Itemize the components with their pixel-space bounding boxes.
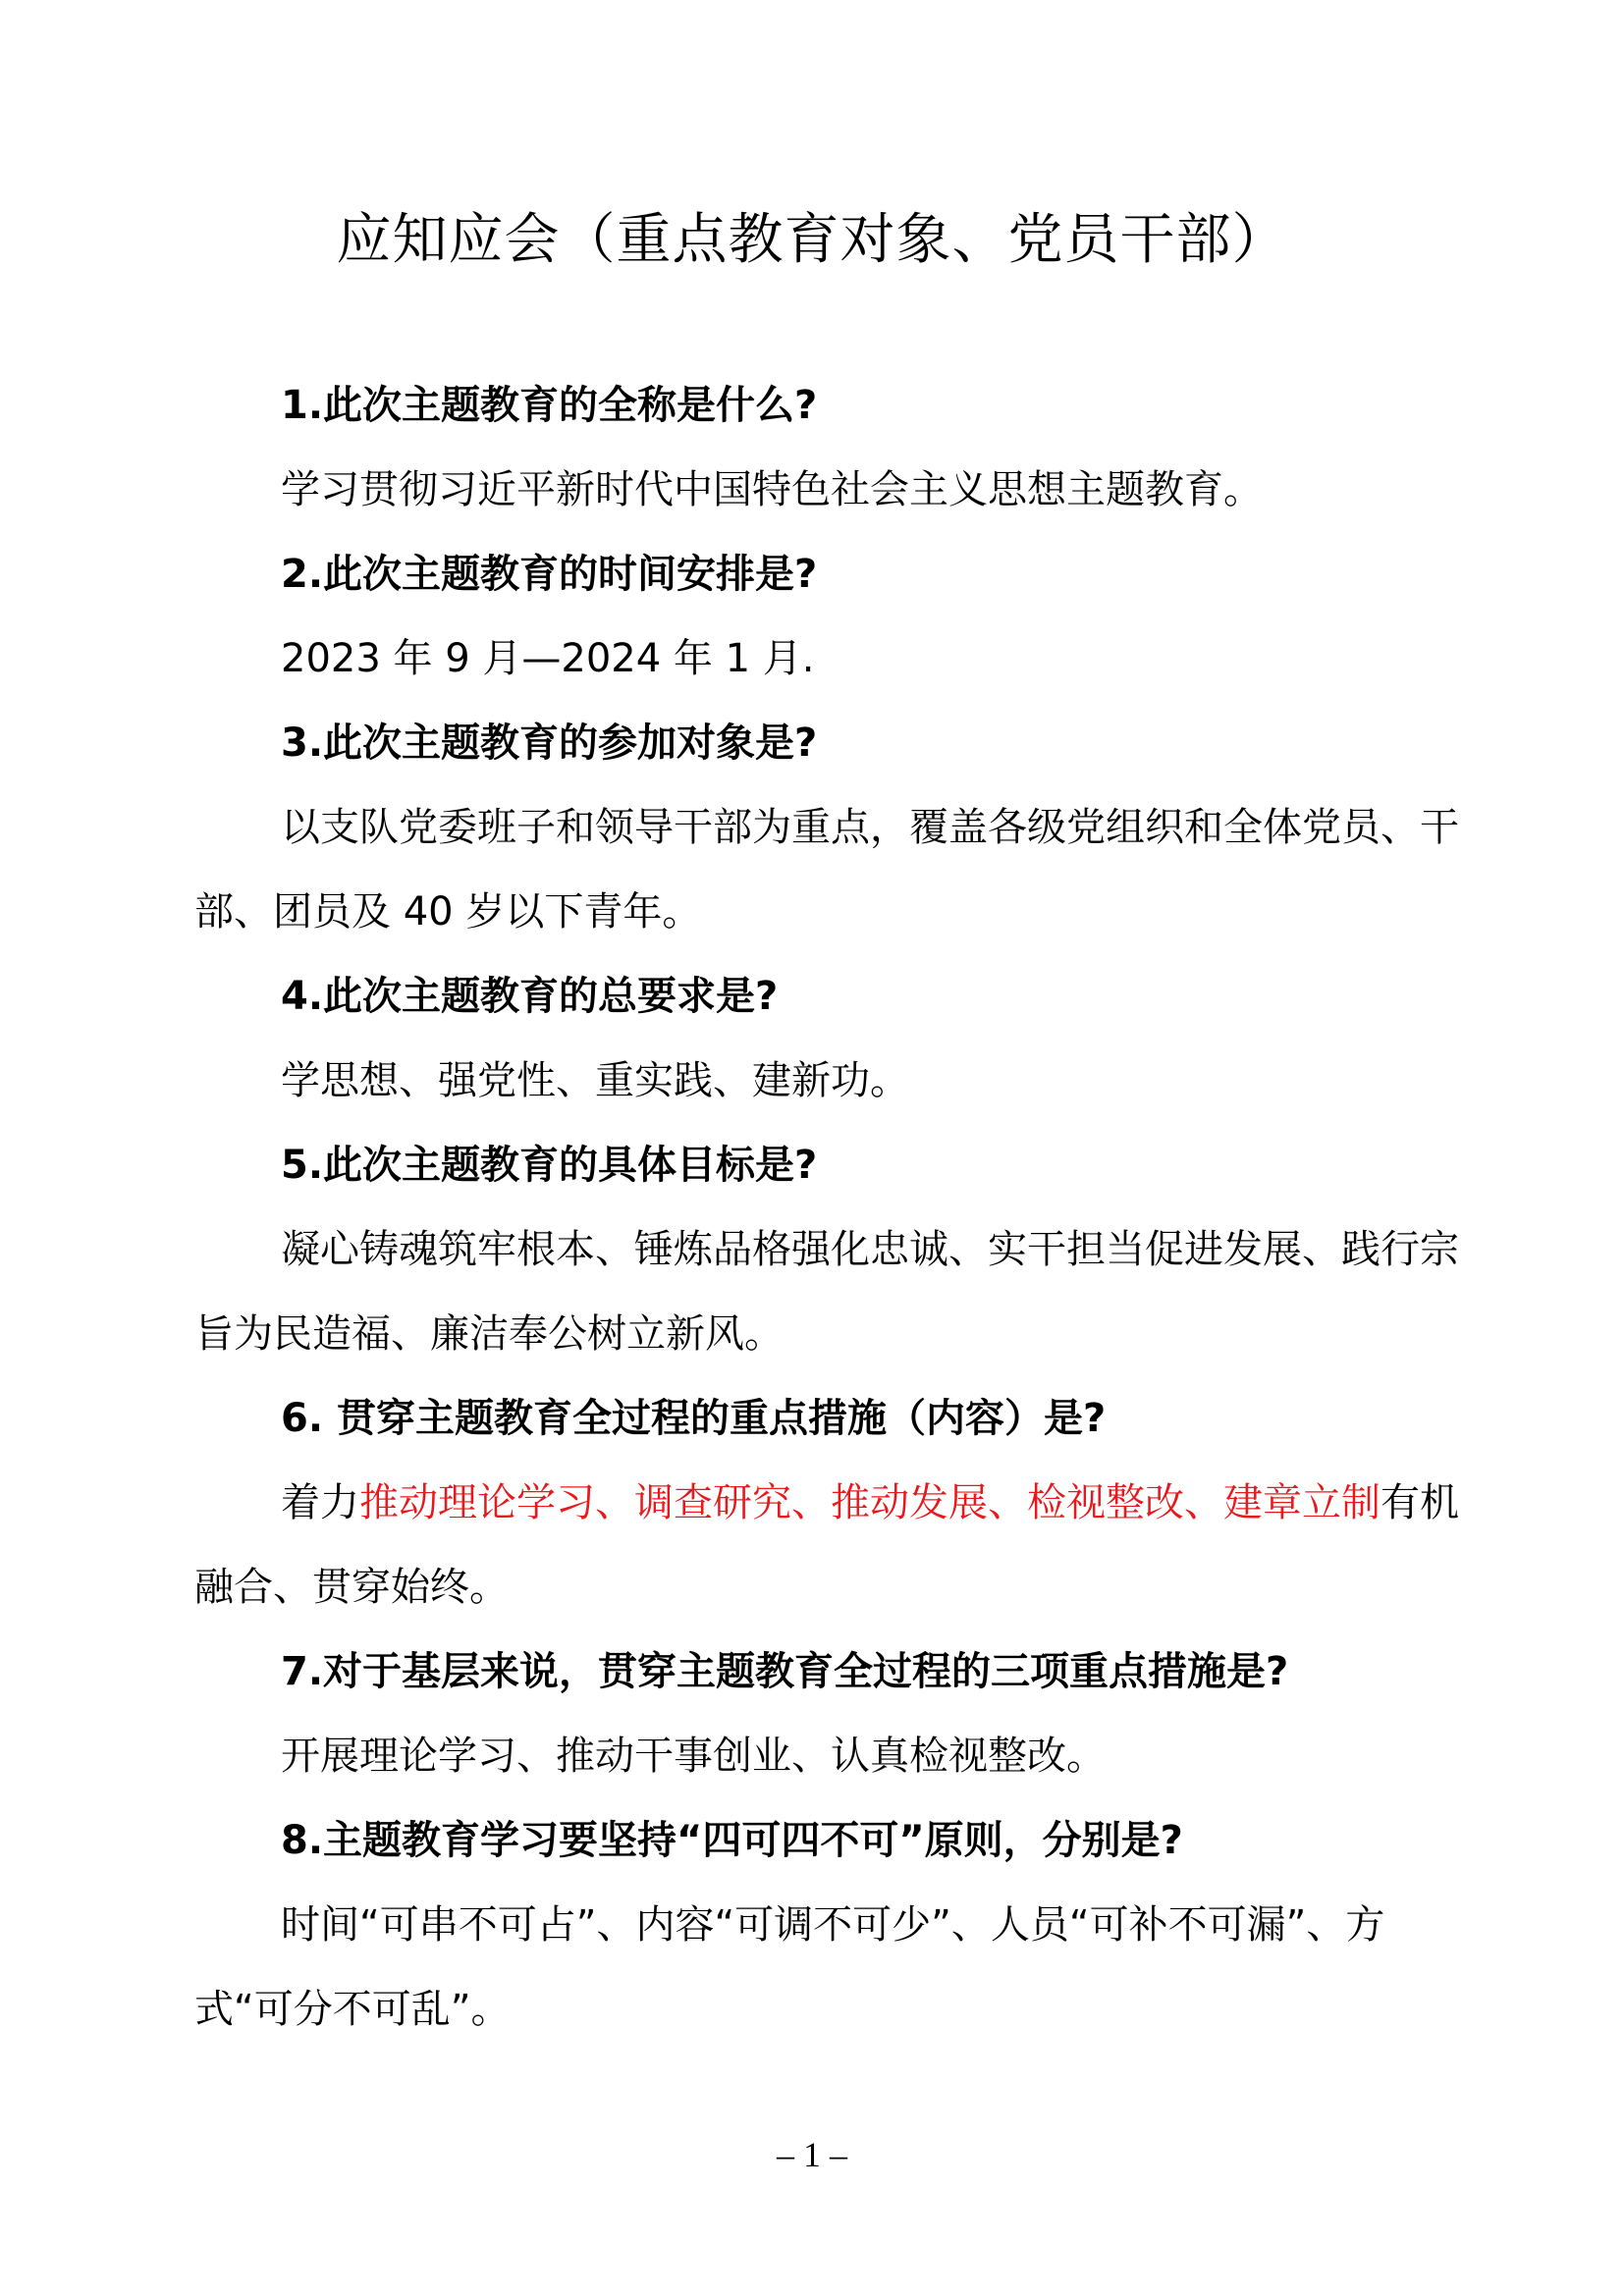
question-1: 1.此次主题教育的全称是什么? (281, 383, 818, 428)
qa-item-7 (194, 1629, 1471, 1798)
qa-item-8 (194, 1798, 1471, 2052)
answer-5: 凝心铸魂筑牢根本、锤炼品格强化忠诚、实干担当促进发展、践行宗旨为民造福、廉洁奉公树立新风。 (194, 1227, 1459, 1357)
answer-6 (194, 1461, 1471, 1629)
question-3: 3.此次主题教育的参加对象是? (281, 721, 818, 766)
qa-item-4 (194, 954, 1471, 1123)
question-8: 8.主题教育学习要坚持“四可四不可”原则，分别是? (281, 1818, 1183, 1863)
qa-item-5 (194, 1123, 1471, 1376)
question-2: 2.此次主题教育的时间安排是? (281, 552, 818, 597)
question-5: 5.此次主题教育的具体目标是? (281, 1143, 818, 1188)
qa-item-6 (194, 1376, 1471, 1629)
page-number: – 1 – (777, 2135, 847, 2174)
answer-8: 时间“可串不可占”、内容“可调不可少”、人员“可补不可漏”、方式“可分不可乱”。 (194, 1902, 1385, 2032)
answer-3: 以支队党委班子和领导干部为重点，覆盖各级党组织和全体党员、干部、团员及 40 岁以下青年。 (194, 805, 1459, 934)
qa-item-1 (194, 363, 1471, 532)
question-7: 7.对于基层来说，贯穿主题教育全过程的三项重点措施是? (281, 1649, 1289, 1694)
qa-item-2 (194, 532, 1471, 701)
answer-1: 学习贯彻习近平新时代中国特色社会主义思想主题教育。 (281, 467, 1263, 512)
question-6: 6. 贯穿主题教育全过程的重点措施（内容）是? (281, 1396, 1107, 1441)
answer-4: 学思想、强党性、重实践、建新功。 (281, 1058, 909, 1103)
answer-6-prefix: 着力 (281, 1480, 359, 1525)
qa-item-3 (194, 701, 1471, 954)
page-title: 应知应会（重点教育对象、党员干部） (336, 208, 1288, 272)
answer-2: 2023 年 9 月—2024 年 1 月. (281, 636, 815, 681)
answer-7: 开展理论学习、推动干事创业、认真检视整改。 (281, 1734, 1106, 1779)
question-4: 4.此次主题教育的总要求是? (281, 974, 779, 1019)
answer-6-highlight: 推动理论学习、调查研究、推动发展、检视整改、建章立制 (359, 1480, 1380, 1525)
qa-list (194, 363, 1471, 2052)
answer-6-suffix: 有机融合、贯穿始终。 (194, 1480, 1459, 1610)
